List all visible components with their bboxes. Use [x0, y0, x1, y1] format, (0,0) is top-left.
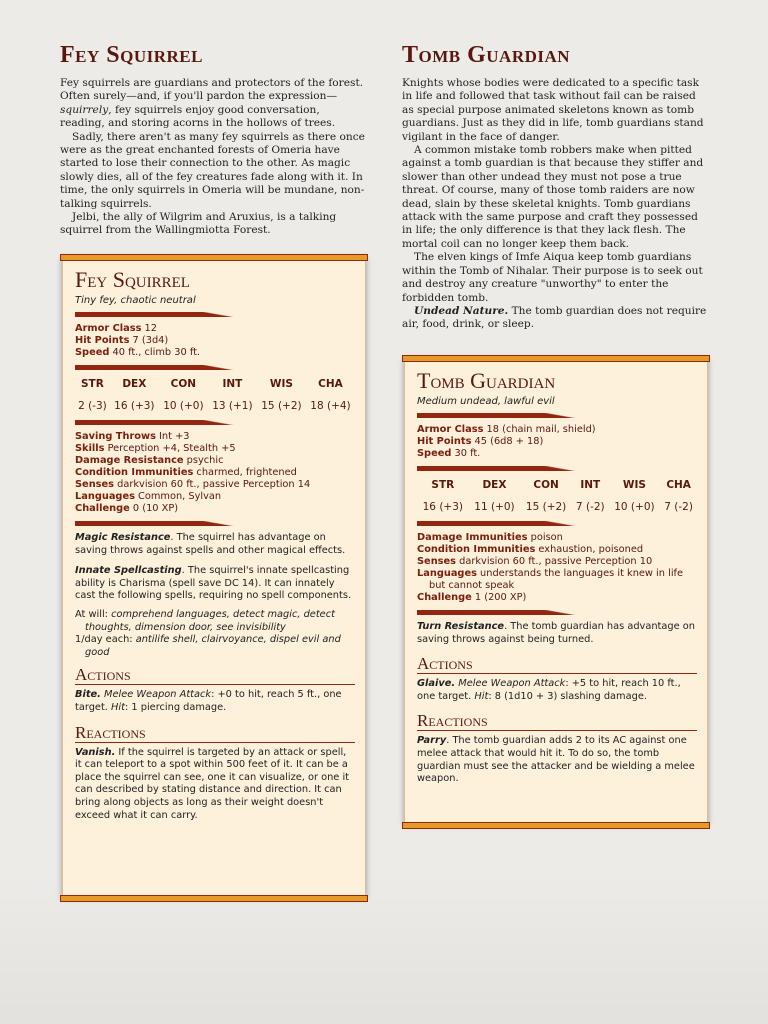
abil-value: 15 (+2) — [261, 400, 302, 412]
divider — [417, 466, 697, 471]
lore-text: Fey squirrels are guardians and protectors of the forest. Often surely—and, if you'll pardon the expression— — [60, 77, 364, 103]
stat-block-top-border — [60, 254, 368, 261]
ability-scores — [417, 477, 697, 515]
lore-paragraph: Jelbi, the ally of Wilgrim and Aruxius, is a talking squirrel from the Wallingmiotta Forest. — [60, 211, 337, 237]
reactions-heading: Reactions — [75, 723, 355, 743]
abil-header: STR — [431, 479, 455, 491]
trait-magic-resistance: Magic Resistance. The squirrel has advantage on saving throws against spells and other magical effects. — [75, 532, 346, 556]
stat-block-bottom-border — [60, 895, 368, 902]
lore-text: The tomb guardian does not require air, food, drink, or sleep. — [402, 304, 707, 331]
abil-header: WIS — [269, 378, 293, 390]
fey-squirrel-lore — [60, 42, 366, 238]
abil-header: STR — [81, 378, 104, 390]
divider — [75, 420, 355, 425]
divider — [75, 521, 355, 526]
stat-block-bottom-border — [402, 822, 710, 829]
challenge: Challenge 1 (200 XP) — [417, 592, 527, 603]
tomb-guardian-lore — [402, 42, 708, 332]
languages: Languages Common, Sylvan — [75, 491, 222, 502]
languages: Languages understands the languages it knew in life but cannot speak — [417, 568, 684, 591]
condition-immunities: Condition Immunities exhaustion, poisoned — [417, 544, 644, 555]
speed: Speed 40 ft., climb 30 ft. — [75, 347, 201, 358]
lore-paragraph: The elven kings of Imfe Aiqua keep tomb guardians within the Tomb of Nihalar. Their purpose is to seek out and destroy any creature "unworthy" to enter the forbidden tomb. — [402, 251, 703, 304]
damage-immunities: Damage Immunities poison — [417, 532, 563, 543]
condition-immunities: Condition Immunities charmed, frightened — [75, 467, 297, 478]
senses: Senses darkvision 60 ft., passive Perception 14 — [75, 479, 311, 490]
abil-header: CON — [170, 378, 197, 390]
reactions-heading: Reactions — [417, 711, 697, 731]
stat-block-top-border — [402, 355, 710, 362]
divider — [417, 413, 697, 418]
trait-label: Undead Nature. — [414, 304, 509, 317]
divider — [417, 610, 697, 615]
abil-header: WIS — [622, 479, 646, 491]
abil-value: 16 (+3) — [114, 400, 155, 412]
spell-at-will: At will: comprehend languages, detect magic, detect thoughts, dimension door, see invisibility — [75, 608, 335, 633]
abil-header: DEX — [122, 378, 147, 390]
tomb-guardian-heading: Tomb Guardian — [402, 42, 571, 68]
lore-emphasis: squirrely — [60, 103, 109, 116]
divider — [417, 521, 697, 526]
abil-value: 2 (-3) — [78, 400, 107, 412]
abil-value: 10 (+0) — [614, 501, 655, 513]
abil-value: 11 (+0) — [474, 501, 515, 513]
abil-value: 7 (-2) — [575, 501, 605, 513]
abil-value: 16 (+3) — [422, 501, 463, 513]
abil-header: INT — [580, 479, 601, 491]
saving-throws: Saving Throws Int +3 — [75, 431, 190, 442]
damage-resistance: Damage Resistance psychic — [75, 455, 224, 466]
monster-name: Tomb Guardian — [417, 368, 556, 393]
monster-type: Medium undead, lawful evil — [417, 396, 555, 407]
monster-type: Tiny fey, chaotic neutral — [75, 295, 196, 306]
fey-squirrel-stat-block — [62, 258, 366, 898]
speed: Speed 30 ft. — [417, 448, 481, 459]
reaction-parry: Parry. The tomb guardian adds 2 to its AC against one melee attack that would hit it. To do so, the tomb guardian must see the attacker and be wielding a melee weapon. — [417, 735, 695, 785]
abil-header: CHA — [666, 479, 691, 491]
fey-squirrel-heading: Fey Squirrel — [60, 42, 203, 68]
lore-paragraph: Sadly, there aren't as many fey squirrels as there once were as the great enchanted forests of Omeria have started to lose their connection to the other. As magic slowly dies, all of the fey creatures fade along with it. In time, the only squirrels in Omeria will be mundane, non-talking squirrels. — [60, 130, 365, 210]
lore-paragraph: A common mistake tomb robbers make when pitted against a tomb guardian is that because they stiffer and slower than other undead they must not pose a true threat. Of course, many of those tomb raiders are now dead, slain by these skeletal knights. Tomb guardians attack with the same purpose and craft they possessed in life; the only difference is that they lack flesh. The mortal coil can no longer keep them back. — [402, 144, 704, 250]
lore-paragraph: Knights whose bodies were dedicated to a specific task in life and followed that task without fail can be raised as special purpose animated skeletons known as tomb guardians. Just as they did in life, tomb guardians stand vigilant in the face of danger. — [402, 77, 704, 143]
monster-name: Fey Squirrel — [75, 267, 190, 292]
action-bite: Bite. Melee Weapon Attack: +0 to hit, reach 5 ft., one target. Hit: 1 piercing damage. — [75, 689, 342, 713]
divider — [75, 365, 355, 370]
trait-innate-spellcasting: Innate Spellcasting. The squirrel's innate spellcasting ability is Charisma (spell save DC 14). It can innately cast the following spells, requiring no spell components. — [75, 565, 352, 602]
tomb-guardian-stat-block — [404, 359, 708, 825]
armor-class: Armor Class 18 (chain mail, shield) — [417, 424, 596, 435]
abil-header: DEX — [482, 479, 507, 491]
hit-points: Hit Points 7 (3d4) — [75, 335, 169, 346]
abil-header: INT — [222, 378, 243, 390]
abil-value: 10 (+0) — [163, 400, 204, 412]
challenge: Challenge 0 (10 XP) — [75, 503, 179, 514]
actions-heading: Actions — [417, 654, 697, 674]
lore-paragraph — [60, 77, 366, 131]
senses: Senses darkvision 60 ft., passive Perception 10 — [417, 556, 653, 567]
reaction-vanish: Vanish. If the squirrel is targeted by an attack or spell, it can teleport to a spot within 500 feet of it. It can be a place the squirrel can see, one it can visualize, or one it can described by stating distance and direction. It can bring along objects as long as their weight doesn't exceed what it can carry. — [75, 746, 350, 821]
armor-class: Armor Class 12 — [75, 323, 158, 334]
abil-header: CON — [533, 479, 559, 491]
abil-value: 13 (+1) — [212, 400, 253, 412]
spell-per-day: 1/day each: antilife shell, clairvoyance, dispel evil and good — [75, 634, 341, 658]
skills: Skills Perception +4, Stealth +5 — [75, 443, 236, 454]
trait-turn-resistance: Turn Resistance. The tomb guardian has advantage on saving throws against being turned. — [417, 621, 695, 645]
abil-value: 18 (+4) — [310, 400, 351, 412]
actions-heading: Actions — [75, 665, 355, 685]
lore-text: , fey squirrels enjoy good conversation, reading, and storing acorns in the hollows of trees. — [60, 103, 336, 130]
divider — [75, 312, 355, 317]
abil-value: 7 (-2) — [664, 501, 693, 513]
hit-points: Hit Points 45 (6d8 + 18) — [417, 436, 544, 447]
ability-scores — [75, 376, 355, 414]
abil-header: CHA — [318, 378, 343, 390]
lore-paragraph — [402, 305, 708, 332]
abil-value: 15 (+2) — [525, 501, 567, 513]
action-glaive: Glaive. Melee Weapon Attack: +5 to hit, reach 10 ft., one target. Hit: 8 (1d10 + 3) slashing damage. — [417, 678, 681, 702]
